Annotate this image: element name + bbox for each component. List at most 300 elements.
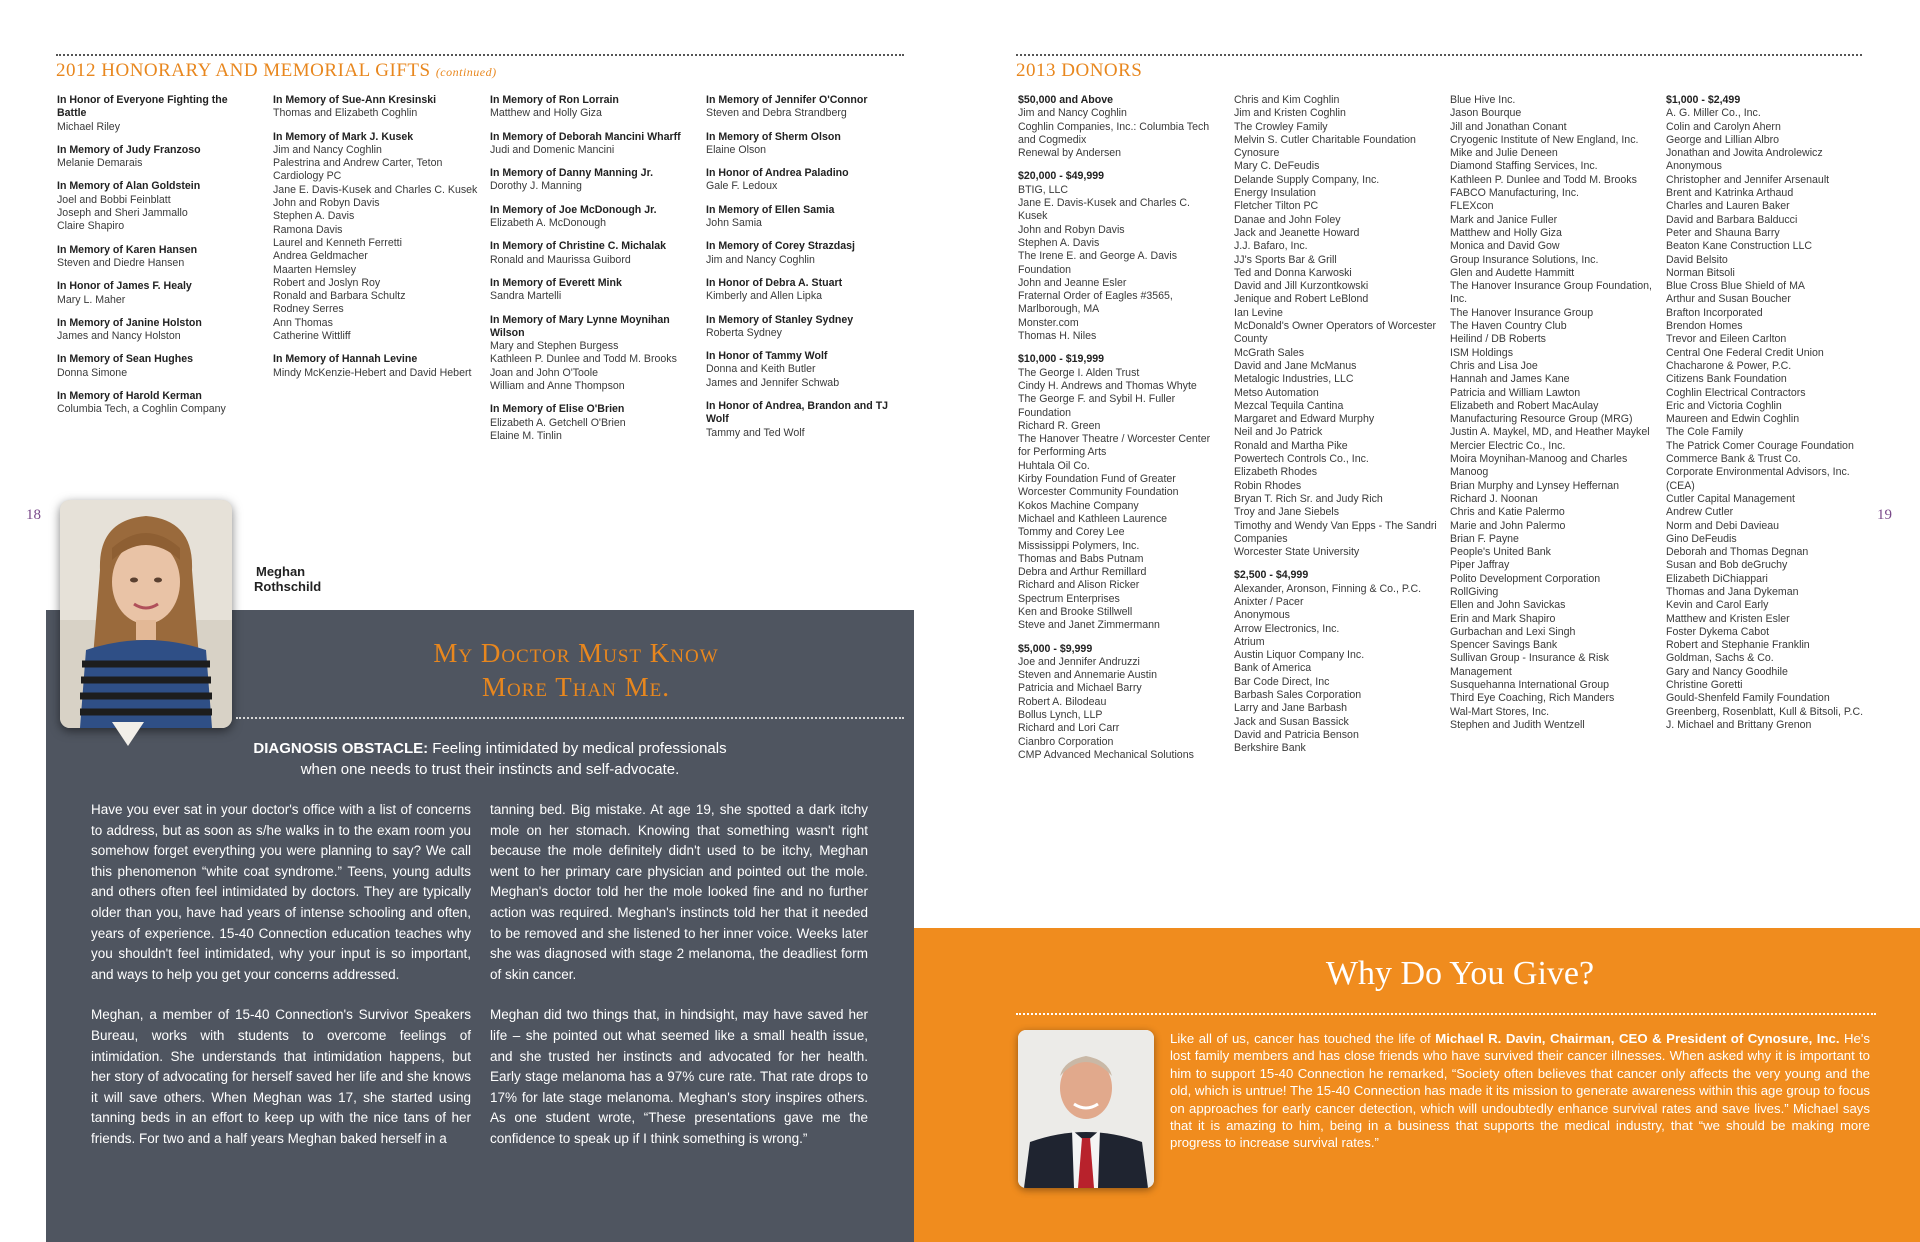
donor-name: J. Michael and Brittany Grenon	[1666, 718, 1812, 731]
donor-name: Glen and Audette Hammitt	[1450, 266, 1575, 279]
donor-name: Arrow Electronics, Inc.	[1234, 622, 1340, 635]
donors-column-3	[1450, 94, 1660, 732]
gift-heading: In Honor of James F. Healy	[57, 280, 192, 293]
gift-entry	[57, 144, 257, 171]
donor-name: Rodney Serres	[273, 303, 344, 316]
donor-name: Cindy H. Andrews and Thomas Whyte	[1018, 379, 1197, 392]
honorary-column-1	[57, 94, 257, 427]
gift-entry	[706, 314, 911, 341]
donor-name: Donna and Keith Butler	[706, 363, 816, 376]
donor-name: Mezcal Tequila Cantina	[1234, 399, 1344, 412]
gift-heading: In Memory of Alan Goldstein	[57, 180, 201, 193]
story-column-1	[91, 800, 471, 1170]
donor-name: Kevin and Carol Early	[1666, 599, 1769, 612]
gift-heading: In Memory of Janine Holston	[57, 316, 202, 329]
donor-name: The Hanover Insurance Group Foundation, Inc.	[1450, 280, 1652, 306]
donor-name: Christine Goretti	[1666, 679, 1743, 692]
gift-heading: In Memory of Sherm Olson	[706, 130, 841, 143]
donor-name: Ronald and Maurissa Guibord	[490, 253, 631, 266]
donor-name: Margaret and Edward Murphy	[1234, 413, 1375, 426]
donor-name: James and Jennifer Schwab	[706, 376, 840, 389]
donor-name: Manufacturing Resource Group (MRG)	[1450, 413, 1633, 426]
donor-name: Elizabeth DiChiappari	[1666, 572, 1768, 585]
gift-heading: In Memory of Joe McDonough Jr.	[490, 203, 657, 216]
donor-name: Brian Murphy and Lynsey Heffernan	[1450, 479, 1620, 492]
gift-entry	[57, 390, 257, 417]
diagnosis-obstacle: DIAGNOSIS OBSTACLE: Feeling intimidated by medical professionals when one needs to trust their instincts and self-advocate.	[253, 740, 727, 778]
donor-name: Norm and Debi Davieau	[1666, 519, 1780, 532]
donor-name: Michael Riley	[57, 120, 120, 133]
donor-name: Greenberg, Rosenblatt, Kull & Bitsoli, P.C.	[1666, 705, 1864, 718]
donor-name: Brendon Homes	[1666, 320, 1743, 333]
giving-level: $5,000 - $9,999	[1018, 642, 1093, 655]
donor-name: Corporate Environmental Advisors, Inc. (CEA)	[1666, 466, 1850, 492]
donor-name: The Crowley Family	[1234, 120, 1328, 133]
gift-heading: In Memory of Judy Franzoso	[57, 143, 201, 156]
donor-name: Coghlin Electrical Contractors	[1666, 386, 1806, 399]
donor-name: Christopher and Jennifer Arsenault	[1666, 173, 1830, 186]
gift-entry	[706, 277, 911, 304]
donor-name: Delande Supply Company, Inc.	[1234, 173, 1380, 186]
gift-entry	[490, 277, 700, 304]
donor-name: Stephen and Judith Wentzell	[1450, 718, 1585, 731]
gift-heading: In Memory of Harold Kerman	[57, 390, 202, 403]
donor-name: Mary and Stephen Burgess	[490, 340, 619, 353]
donor-name: Coghlin Companies, Inc.: Columbia Tech and Cogmedix	[1018, 120, 1210, 146]
donor-name: Steven and Diedre Hansen	[57, 256, 185, 269]
donor-name: Jim and Nancy Coghlin	[706, 253, 815, 266]
donor-name: Gino DeFeudis	[1666, 532, 1737, 545]
gift-heading: In Memory of Mark J. Kusek	[273, 130, 414, 143]
donor-name: The Haven Country Club	[1450, 320, 1567, 333]
donor-name: David and Jill Kurzontkowski	[1234, 280, 1369, 293]
donor-name: Ronald and Barbara Schultz	[273, 290, 406, 303]
donor-name: John and Robyn Davis	[1018, 223, 1125, 236]
donor-name: Ann Thomas	[273, 316, 333, 329]
donor-name: Jack and Susan Bassick	[1234, 715, 1349, 728]
donor-name: A. G. Miller Co., Inc.	[1666, 107, 1761, 120]
donor-name: Catherine Wittliff	[273, 330, 351, 343]
giving-level: $20,000 - $49,999	[1018, 170, 1105, 183]
donor-name: CMP Advanced Mechanical Solutions	[1018, 748, 1194, 761]
donor-name: Citizens Bank Foundation	[1666, 373, 1787, 386]
donor-name: Kokos Machine Company	[1018, 499, 1139, 512]
gift-heading: In Memory of Hannah Levine	[273, 353, 418, 366]
gift-heading: In Memory of Stanley Sydney	[706, 313, 854, 326]
donor-name: Anonymous	[1234, 609, 1290, 622]
donor-name: Peter and Shauna Barry	[1666, 226, 1780, 239]
donor-name: Jim and Nancy Coghlin	[1018, 107, 1127, 120]
why-give-text: Like all of us, cancer has touched the life of Michael R. Davin, Chairman, CEO & President of Cynosure, Inc. He's lost family members and has close friends who have survived their cancer illnesses. When asked why it is important to him to support 15-40 Connection he remarked, “Society often believes that cancer only affects the very young and the old, which is untrue! The 15-40 Connection has made it its mission to generate awareness within this age group to focus on approaches for early cancer detection, which will undoubtedly enhance survival rates and save lives.” Michael says that it is amazing to him, being in a business that supports the medical industry, that “we should be making more progress to increase survival rates.”	[1170, 1031, 1870, 1151]
donor-name: Joel and Bobbi Feinblatt	[57, 193, 171, 206]
gift-heading: In Honor of Andrea, Brandon and TJ Wolf	[706, 400, 889, 426]
why-give-divider	[1016, 1013, 1876, 1015]
donor-name: Richard J. Noonan	[1450, 492, 1538, 505]
donor-name: Brafton Incorporated	[1666, 306, 1763, 319]
donor-name: Atrium	[1234, 635, 1265, 648]
donor-name: Blue Hive Inc.	[1450, 94, 1516, 106]
donor-name: Wal-Mart Stores, Inc.	[1450, 705, 1550, 718]
donor-name: Erin and Mark Shapiro	[1450, 612, 1556, 625]
donor-name: Eric and Victoria Coghlin	[1666, 399, 1782, 412]
donor-name: Ramona Davis	[273, 223, 343, 236]
donor-name: Robert and Stephanie Franklin	[1666, 639, 1810, 652]
donor-name: Spectrum Enterprises	[1018, 592, 1120, 605]
donor-name: Anixter / Pacer	[1234, 595, 1304, 608]
donor-name: Jack and Jeanette Howard	[1234, 226, 1360, 239]
donor-name: Andrea Geldmacher	[273, 250, 368, 263]
donor-name: JJ's Sports Bar & Grill	[1234, 253, 1337, 266]
donor-name: Sullivan Group - Insurance & Risk Management	[1450, 652, 1609, 678]
donor-name: Central One Federal Credit Union	[1666, 346, 1824, 359]
donor-name: Kathleen P. Dunlee and Todd M. Brooks	[490, 353, 677, 366]
donor-name: Troy and Jane Siebels	[1234, 506, 1340, 519]
donor-name: Ian Levine	[1234, 306, 1283, 319]
donor-name: Patricia and William Lawton	[1450, 386, 1581, 399]
donor-name: Metso Automation	[1234, 386, 1319, 399]
donor-name: The Cole Family	[1666, 426, 1744, 439]
donor-name: David and Patricia Benson	[1234, 728, 1359, 741]
story-headline: My Doctor Must Know More Than Me.	[433, 638, 719, 702]
donor-name: McGrath Sales	[1234, 346, 1305, 359]
donor-name: Cianbro Corporation	[1018, 735, 1114, 748]
donor-name: Melanie Demarais	[57, 157, 143, 170]
donor-name: J.J. Bafaro, Inc.	[1234, 240, 1308, 253]
giving-level: $10,000 - $19,999	[1018, 353, 1105, 366]
story-column-2	[490, 800, 868, 1170]
donor-name: Fraternal Order of Eagles #3565, Marlborough, MA	[1018, 290, 1173, 316]
gift-entry	[490, 131, 700, 158]
honorary-column-2	[273, 94, 483, 390]
donor-name: Neil and Jo Patrick	[1234, 426, 1323, 439]
donor-name: Joe and Jennifer Andruzzi	[1018, 655, 1140, 668]
donors-column-4	[1666, 94, 1876, 732]
donor-name: Colin and Carolyn Ahern	[1666, 120, 1781, 133]
gift-entry	[490, 204, 700, 231]
donor-name: Matthew and Kristen Esler	[1666, 612, 1790, 625]
donor-name: Robert A. Bilodeau	[1018, 695, 1107, 708]
donor-name: The George F. and Sybil H. Fuller Foundation	[1018, 393, 1176, 419]
donor-name: Huhtala Oil Co.	[1018, 459, 1090, 472]
donor-name: BTIG, LLC	[1018, 183, 1069, 196]
gift-entry	[273, 353, 483, 380]
donor-name: Richard and Alison Ricker	[1018, 579, 1140, 592]
gift-entry	[273, 131, 483, 344]
donor-name: Mark and Janice Fuller	[1450, 213, 1558, 226]
donor-name: Andrew Cutler	[1666, 506, 1734, 519]
why-give-title: Why Do You Give?	[1325, 955, 1595, 992]
left-top-rule	[56, 54, 904, 56]
donor-name: Arthur and Susan Boucher	[1666, 293, 1791, 306]
donor-name: Jill and Jonathan Conant	[1450, 120, 1567, 133]
donor-name: Beaton Kane Construction LLC	[1666, 240, 1813, 253]
donor-name: Tommy and Corey Lee	[1018, 526, 1125, 539]
donor-name: Ted and Donna Karwoski	[1234, 266, 1352, 279]
donor-name: Moira Moynihan-Manoog and Charles Manoog	[1450, 453, 1628, 479]
donor-name: Powertech Controls Co., Inc.	[1234, 453, 1369, 466]
donor-name: Michael and Kathleen Laurence	[1018, 512, 1168, 525]
donors-column-2	[1234, 94, 1444, 756]
donor-name: Matthew and Holly Giza	[1450, 226, 1562, 239]
donor-name: Mary C. DeFeudis	[1234, 160, 1320, 173]
donor-name: Ellen and John Savickas	[1450, 599, 1566, 612]
donor-name: Jane E. Davis-Kusek and Charles C. Kusek	[273, 183, 478, 196]
donor-name: David and Barbara Balducci	[1666, 213, 1798, 226]
page-number-left: 18	[26, 507, 41, 523]
donor-name: Joseph and Sheri Jammallo	[57, 207, 188, 220]
story-paragraph: Meghan, a member of 15-40 Connection's Survivor Speakers Bureau, works with students to overcome feelings of intimidation. She understands that intimidation happens, but her story of advocating for herself saved her life and she knows it will save others. When Meghan was 17, she started using tanning beds in an effort to keep up with the nice tans of her friends. For two and a half years Meghan baked herself in a	[91, 1007, 471, 1146]
donor-name: Foster Dykema Cabot	[1666, 625, 1770, 638]
person-name: Meghan Rothschild	[254, 564, 322, 594]
gift-entry	[706, 240, 911, 267]
donor-name: Marie and John Palermo	[1450, 519, 1566, 532]
donor-name: Alexander, Aronson, Finning & Co., P.C.	[1234, 582, 1422, 595]
donor-name: Fletcher Tilton PC	[1234, 200, 1319, 213]
donor-name: Steven and Debra Strandberg	[706, 107, 847, 120]
donor-name: Susquehanna International Group	[1450, 679, 1610, 692]
donor-name: William and Anne Thompson	[490, 380, 625, 393]
donor-name: Chris and Kim Coghlin	[1234, 94, 1340, 106]
giving-level: $1,000 - $2,499	[1666, 94, 1741, 106]
donor-name: Robert and Joslyn Roy	[273, 276, 381, 289]
gift-entry	[57, 180, 257, 233]
gift-heading: In Memory of Ellen Samia	[706, 203, 835, 216]
donor-name: People's United Bank	[1450, 546, 1551, 559]
donor-name: Danae and John Foley	[1234, 213, 1341, 226]
meghan-portrait-image	[60, 500, 232, 728]
donor-name: Palestrina and Andrew Carter, Teton Cardiology PC	[273, 157, 443, 183]
davin-photo	[1018, 1030, 1154, 1188]
gift-entry	[57, 94, 257, 134]
donor-name: Debra and Arthur Remillard	[1018, 566, 1147, 579]
donor-name: Thomas and Elizabeth Coghlin	[273, 107, 418, 120]
donor-name: Mike and Julie Deneen	[1450, 147, 1558, 160]
donor-name: David Belsito	[1666, 253, 1728, 266]
donor-name: Bollus Lynch, LLP	[1018, 709, 1103, 722]
gift-heading: In Memory of Sean Hughes	[57, 353, 193, 366]
gift-heading: In Honor of Debra A. Stuart	[706, 276, 843, 289]
donor-name: ISM Holdings	[1450, 346, 1513, 359]
donor-name: Austin Liquor Company Inc.	[1234, 649, 1365, 662]
donor-name: Jane E. Davis-Kusek and Charles C. Kusek	[1018, 197, 1190, 223]
donor-name: Elaine M. Tinlin	[490, 429, 562, 442]
gift-entry	[57, 353, 257, 380]
donor-name: Chacharone & Power, P.C.	[1666, 359, 1792, 372]
donor-name: Elizabeth and Robert MacAulay	[1450, 399, 1599, 412]
donor-name: Metalogic Industries, LLC	[1234, 373, 1354, 386]
donor-name: Melvin S. Cutler Charitable Foundation	[1234, 133, 1416, 146]
donor-name: Jenique and Robert LeBlond	[1234, 293, 1369, 306]
left-section-title: 2012 HONORARY AND MEMORIAL GIFTS (continued)	[56, 60, 497, 81]
donor-name: Berkshire Bank	[1234, 742, 1306, 755]
donor-name: Jim and Nancy Coghlin	[273, 143, 382, 156]
donor-name: Diamond Staffing Services, Inc.	[1450, 160, 1598, 173]
donor-name: The Patrick Comer Courage Foundation	[1666, 439, 1854, 452]
gift-heading: In Memory of Sue-Ann Kresinski	[273, 94, 437, 106]
donor-name: Mary L. Maher	[57, 293, 126, 306]
donor-name: Brian F. Payne	[1450, 532, 1519, 545]
donor-name: Gurbachan and Lexi Singh	[1450, 625, 1576, 638]
gift-entry	[273, 94, 483, 121]
story-divider	[236, 717, 904, 719]
donor-name: Kirby Foundation Fund of Greater Worcester Community Foundation	[1018, 473, 1179, 499]
donor-name: Tammy and Ted Wolf	[706, 426, 805, 439]
donor-name: Blue Cross Blue Shield of MA	[1666, 280, 1805, 293]
donors-column-1	[1018, 94, 1218, 762]
gift-entry	[490, 314, 700, 394]
donor-name: Cryogenic Institute of New England, Inc.	[1450, 133, 1639, 146]
donor-name: Donna Simone	[57, 366, 128, 379]
donor-name: Gale F. Ledoux	[706, 180, 778, 193]
gift-heading: In Memory of Jennifer O'Connor	[706, 94, 868, 106]
donor-name: The Hanover Insurance Group	[1450, 306, 1594, 319]
donor-name: Thomas H. Niles	[1018, 330, 1097, 343]
page-number-right: 19	[1877, 507, 1892, 523]
donor-name: Richard R. Green	[1018, 419, 1101, 432]
gift-heading: In Memory of Danny Manning Jr.	[490, 167, 654, 180]
right-section-title: 2013 DONORS	[1016, 60, 1143, 81]
donor-name: Timothy and Wendy Van Epps - The Sandri Companies	[1234, 519, 1437, 545]
donor-name: Thomas and Jana Dykeman	[1666, 585, 1799, 598]
donor-name: Thomas and Babs Putnam	[1018, 552, 1144, 565]
donor-name: Spencer Savings Bank	[1450, 639, 1558, 652]
gift-heading: In Honor of Everyone Fighting the Battle	[57, 94, 228, 120]
gift-heading: In Honor of Andrea Paladino	[706, 167, 849, 180]
donor-name: Sandra Martelli	[490, 290, 562, 303]
donor-name: FLEXcon	[1450, 200, 1494, 213]
donor-name: Worcester State University	[1234, 546, 1360, 559]
davin-portrait-image	[1018, 1030, 1154, 1188]
donor-name: The Irene E. and George A. Davis Foundation	[1018, 250, 1177, 276]
donor-name: Chris and Lisa Joe	[1450, 359, 1538, 372]
donor-name: Judi and Domenic Mancini	[490, 143, 615, 156]
donor-name: Elaine Olson	[706, 143, 767, 156]
donor-name: The George I. Alden Trust	[1018, 366, 1140, 379]
donor-name: The Hanover Theatre / Worcester Center for Performing Arts	[1018, 433, 1211, 459]
gift-heading: In Memory of Corey Strazdasj	[706, 240, 855, 253]
donor-name: Goldman, Sachs & Co.	[1666, 652, 1774, 665]
donor-name: Dorothy J. Manning	[490, 180, 582, 193]
donor-name: Gould-Shenfeld Family Foundation	[1666, 692, 1830, 705]
donor-name: Steve and Janet Zimmermann	[1018, 619, 1160, 632]
story-paragraph: Meghan did two things that, in hindsight, may have saved her life – she pointed out what seemed like a small health issue, and she trusted her instincts and advocated for her health. Early stage melanoma has a 97% cure rate. That rate drops to 17% for late stage melanoma. Meghan's story inspires others. As one student wrote, “These presentations gave me the confidence to speak up if I think something is wrong.”	[490, 1007, 868, 1146]
donor-name: Piper Jaffray	[1450, 559, 1510, 572]
gift-heading: In Memory of Christine C. Michalak	[490, 240, 667, 253]
meghan-photo	[60, 500, 232, 728]
giving-level: $50,000 and Above	[1018, 94, 1113, 106]
donor-name: Elizabeth Rhodes	[1234, 466, 1318, 479]
gift-entry	[57, 280, 257, 307]
gift-heading: In Memory of Mary Lynne Moynihan Wilson	[490, 313, 670, 339]
gift-entry	[490, 240, 700, 267]
gift-entry	[706, 94, 911, 121]
donor-name: Elizabeth A. McDonough	[490, 217, 607, 230]
donor-name: Columbia Tech, a Coghlin Company	[57, 403, 226, 416]
donor-name: Laurel and Kenneth Ferretti	[273, 236, 402, 249]
donor-name: Cynosure	[1234, 147, 1280, 160]
gift-heading: In Memory of Deborah Mancini Wharff	[490, 130, 681, 143]
gift-entry	[706, 400, 911, 440]
donor-name: Renewal by Andersen	[1018, 147, 1122, 160]
donor-name: John and Robyn Davis	[273, 197, 380, 210]
donor-name: Mindy McKenzie-Hebert and David Hebert	[273, 366, 472, 379]
donor-name: Roberta Sydney	[706, 326, 782, 339]
donor-name: Steven and Annemarie Austin	[1018, 669, 1157, 682]
donor-name: Bryan T. Rich Sr. and Judy Rich	[1234, 492, 1383, 505]
donor-name: Kathleen P. Dunlee and Todd M. Brooks	[1450, 173, 1637, 186]
donor-name: Joan and John O'Toole	[490, 366, 599, 379]
donor-name: Jonathan and Jowita Androlewicz	[1666, 147, 1823, 160]
gift-entry	[706, 204, 911, 231]
donor-name: David and Jane McManus	[1234, 359, 1357, 372]
donor-name: Group Insurance Solutions, Inc.	[1450, 253, 1599, 266]
donor-name: Ronald and Martha Pike	[1234, 439, 1348, 452]
donor-name: Polito Development Corporation	[1450, 572, 1601, 585]
donor-name: Stephen A. Davis	[1018, 236, 1100, 249]
donor-name: Anonymous	[1666, 160, 1722, 173]
donor-name: Ken and Brooke Stillwell	[1018, 605, 1133, 618]
donor-name: Brent and Katrinka Arthaud	[1666, 187, 1794, 200]
donor-name: Energy Insulation	[1234, 187, 1316, 200]
donor-name: Barbash Sales Corporation	[1234, 689, 1362, 702]
donor-name: Monster.com	[1018, 316, 1079, 329]
donor-name: Elizabeth A. Getchell O'Brien	[490, 416, 626, 429]
donor-name: Monica and David Gow	[1450, 240, 1560, 253]
gift-entry	[57, 244, 257, 271]
story-paragraph: tanning bed. Big mistake. At age 19, she spotted a dark itchy mole on her stomach. Knowing that something wasn't right because the mole definitely didn't used to be itchy, Meghan went to her primary care physician and pointed out the mole. Meghan's doctor told her the mole looked fine and no further action was required. Meghan's instincts told her that it needed to be removed and she listened to her inner voice. Weeks later she was diagnosed with stage 2 melanoma, the deadliest form of skin cancer.	[490, 802, 868, 982]
gift-entry	[706, 167, 911, 194]
donor-name: Susan and Bob deGruchy	[1666, 559, 1788, 572]
donor-name: Gary and Nancy Goodhile	[1666, 665, 1788, 678]
donor-name: Jason Bourque	[1450, 107, 1522, 120]
donor-name: Chris and Katie Palermo	[1450, 506, 1565, 519]
gift-heading: In Memory of Elise O'Brien	[490, 403, 625, 416]
gift-heading: In Honor of Tammy Wolf	[706, 350, 828, 363]
donor-name: Norman Bitsoli	[1666, 266, 1735, 279]
donor-name: Cutler Capital Management	[1666, 492, 1795, 505]
gift-entry	[57, 317, 257, 344]
donor-name: Claire Shapiro	[57, 220, 125, 233]
gift-heading: In Memory of Everett Mink	[490, 276, 622, 289]
donor-name: Maarten Hemsley	[273, 263, 357, 276]
donor-name: Charles and Lauren Baker	[1666, 200, 1790, 213]
honorary-column-3	[490, 94, 700, 453]
donor-name: Deborah and Thomas Degnan	[1666, 546, 1809, 559]
donor-name: FABCO Manufacturing, Inc.	[1450, 187, 1579, 200]
honorary-column-4	[706, 94, 911, 450]
donor-name: Mercier Electric Co., Inc.	[1450, 439, 1566, 452]
story-paragraph: Have you ever sat in your doctor's office with a list of concerns to address, but as soon as s/he walks in to the exam room you somehow forget everything you were planning to say? We call this phenomenon “white coat syndrome.” Teens, young adults and others often feel intimidated by doctors. They are typically older than you, have had years of intense schooling and often, years of experience. 15-40 Connection education teaches why you shouldn't feel intimidated, why your input is so important, and ways to help you get your concerns addressed.	[91, 802, 471, 982]
donor-name: Richard and Lori Carr	[1018, 722, 1120, 735]
donor-name: George and Lillian Albro	[1666, 133, 1780, 146]
photo-pointer	[112, 722, 144, 746]
right-top-rule	[1016, 54, 1862, 56]
donor-name: Stephen A. Davis	[273, 210, 355, 223]
donor-name: Bar Code Direct, Inc	[1234, 675, 1330, 688]
donor-name: Patricia and Michael Barry	[1018, 682, 1142, 695]
donor-name: Heilind / DB Roberts	[1450, 333, 1546, 346]
donor-name: Jim and Kristen Coghlin	[1234, 107, 1346, 120]
donor-name: Bank of America	[1234, 662, 1312, 675]
gift-heading: In Memory of Karen Hansen	[57, 243, 198, 256]
gift-entry	[706, 131, 911, 158]
donor-name: Hannah and James Kane	[1450, 373, 1570, 386]
donor-name: James and Nancy Holston	[57, 330, 181, 343]
gift-entry	[490, 94, 700, 121]
donor-name: Justin A. Maykel, MD, and Heather Maykel	[1450, 426, 1650, 439]
donor-name: Matthew and Holly Giza	[490, 107, 602, 120]
gift-entry	[706, 350, 911, 390]
